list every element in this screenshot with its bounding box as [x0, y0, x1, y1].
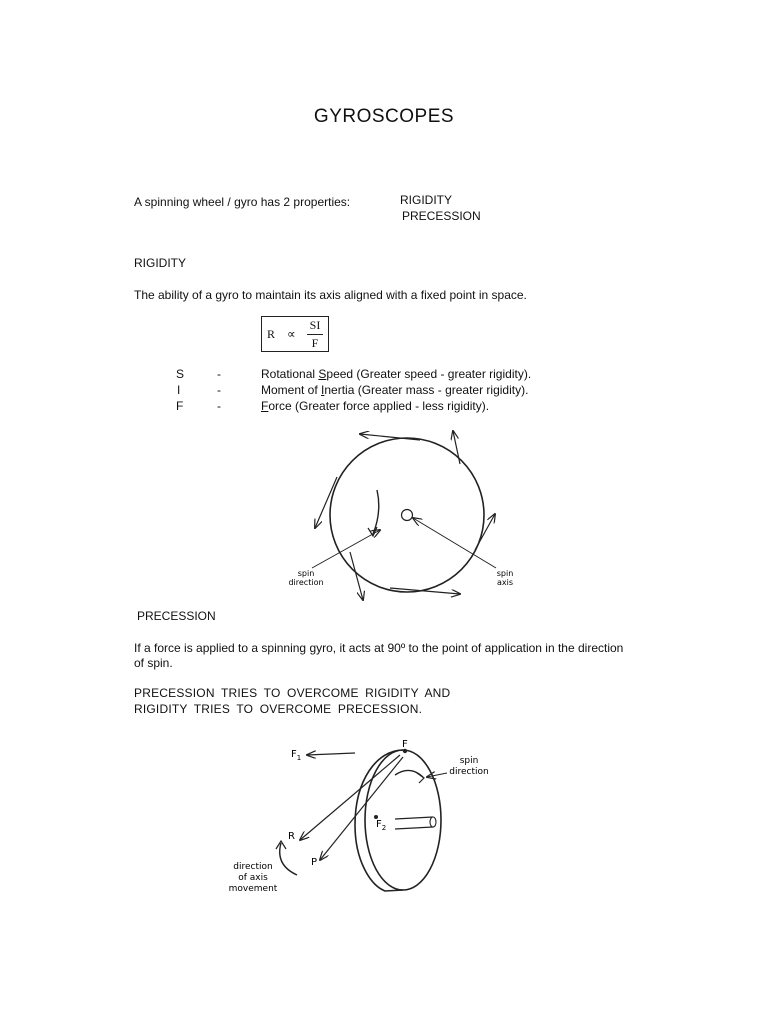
axle [395, 817, 433, 829]
spin-curve-icon [373, 490, 379, 534]
formula-denominator: F [311, 336, 319, 350]
label-f: F [402, 739, 408, 750]
rigidity-definition: The ability of a gyro to maintain its axis aligned with a fixed point in space. [134, 288, 527, 302]
spin-direction-leader [427, 773, 447, 777]
formula-relation: ∝ [287, 327, 296, 341]
label-spin-axis-2: axis [496, 578, 514, 587]
label-f1: $F_1$ [291, 749, 302, 762]
axle-end [430, 817, 436, 827]
label-axis-movement-2: of axis [238, 873, 268, 883]
axle-hub [402, 510, 413, 521]
property-rigidity: RIGIDITY [400, 193, 453, 207]
precession-wheel-figure [215, 735, 505, 905]
factor-dash: - [217, 399, 221, 413]
label-spin-direction-1: spin [297, 569, 315, 578]
factor-dash: - [217, 383, 221, 397]
precession-definition-line2: of spin. [134, 656, 173, 670]
factor-desc-force: Force (Greater force applied - less rigidity). [261, 399, 490, 413]
label-axis-movement-1: direction [233, 862, 273, 872]
label-spin-axis-1: spin [496, 569, 514, 578]
factor-desc-inertia: Moment of Inertia (Greater mass - greater rigidity). [261, 383, 529, 397]
label-spin-direction-2: direction [449, 767, 489, 777]
axis-movement-curve-icon [280, 843, 297, 875]
label-f2: $F_2$ [376, 819, 387, 832]
precession-statement-line2: RIGIDITY TRIES TO OVERCOME PRECESSION. [134, 702, 423, 716]
tangent-arrow [475, 514, 495, 550]
arrow-p [320, 757, 403, 860]
factor-dash: - [217, 367, 221, 381]
factor-symbol-i: I [177, 383, 181, 397]
property-precession: PRECESSION [402, 209, 481, 223]
precession-definition-line1: If a force is applied to a spinning gyro, it acts at 90º to the point of application in the direction [134, 641, 624, 655]
factor-desc-speed: Rotational Speed (Greater speed - greater rigidity). [261, 367, 532, 381]
factor-symbol-f: F [176, 399, 184, 413]
arrow-f1 [307, 753, 355, 755]
label-spin-direction-2: direction [288, 578, 324, 587]
rigidity-heading: RIGIDITY [134, 256, 187, 270]
formula-lhs: R [267, 327, 276, 341]
page-title: GYROSCOPES [313, 106, 455, 127]
label-spin-direction-1: spin [459, 756, 479, 766]
rigidity-wheel-figure [270, 420, 530, 610]
formula-fraction-bar [307, 334, 323, 335]
precession-heading: PRECESSION [137, 609, 216, 623]
label-p: P [311, 857, 318, 868]
formula-numerator: SI [309, 318, 321, 332]
precession-statement-line1: PRECESSION TRIES TO OVERCOME RIGIDITY AND [134, 686, 451, 700]
label-axis-movement-3: movement [228, 884, 278, 894]
factor-symbol-s: S [176, 367, 185, 381]
label-r: R [288, 831, 295, 842]
tangent-arrow [453, 431, 460, 464]
rigidity-formula [261, 316, 329, 352]
intro-text: A spinning wheel / gyro has 2 properties: [134, 195, 351, 209]
tangent-arrow [315, 477, 337, 528]
